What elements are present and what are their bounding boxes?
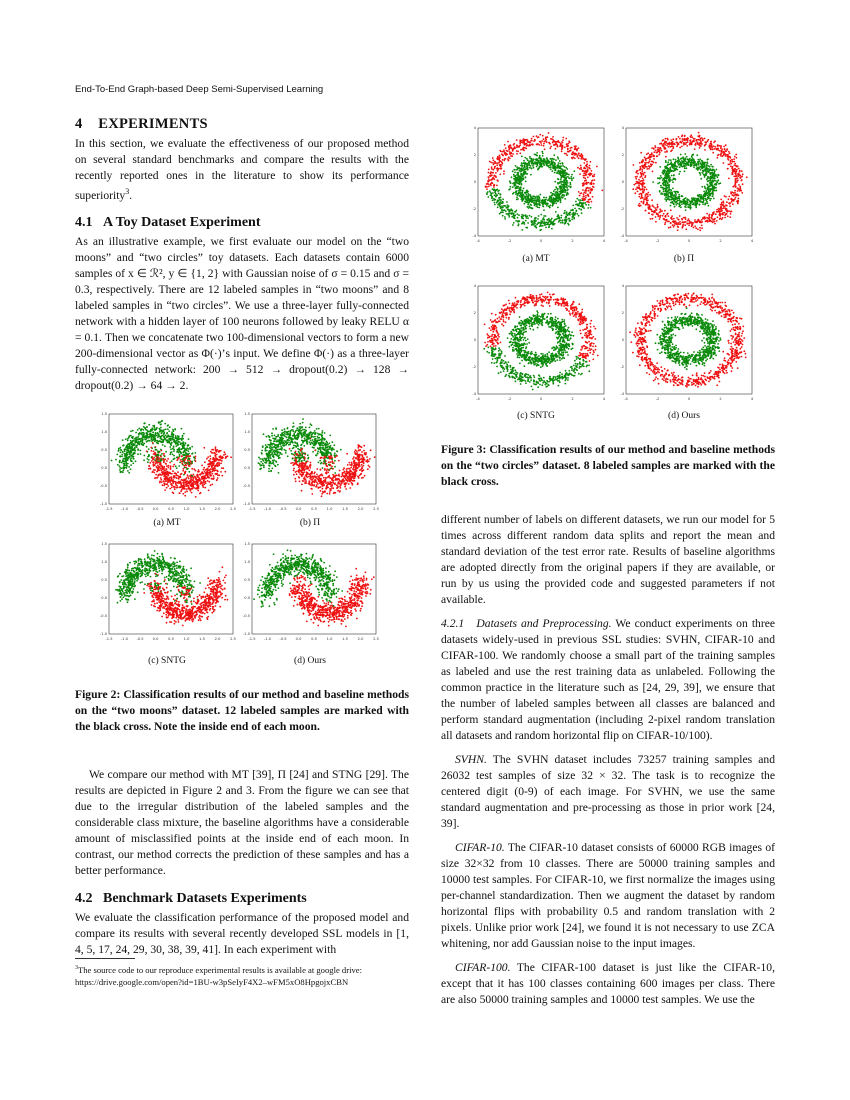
footnote-text: The source code to our reproduce experimental results is available at google drive: https://drive.google.com/open?id=1BU-w3pSeIyF4X2–wFM5xO8HpgojxCBN [75, 964, 362, 987]
cifar10-label: CIFAR-10. [455, 841, 505, 854]
x-tick-label: 0.5 [311, 637, 317, 641]
y-tick-label: -1.0 [242, 502, 250, 506]
datasets-text: We conduct experiments on three datasets widely-used in previous SSL studies: SVHN, CIFAR-10 and CIFAR-100. We randomly choose a small part of the training samples as labeled and use the rest training data as unlabeled. Following the common practice in the literature such as [24, 29, 39], we ensure that the number of labeled samples between all classes are balanced and perform standard augmentation (including 2-pixel random translation all datasets and random horizontal flip on CIFAR-10/100). [441, 617, 775, 742]
x-tick-label: -2 [655, 239, 660, 243]
y-tick-label: 4 [621, 126, 624, 130]
left-column-top [75, 116, 409, 394]
x-tick-label: -1.0 [120, 507, 129, 511]
x-tick-label: -1.0 [120, 637, 129, 641]
y-tick-label: 0 [621, 338, 624, 342]
left-column-bottom [75, 767, 409, 958]
circle-points [483, 292, 598, 391]
y-tick-label: 4 [473, 126, 476, 130]
x-tick-label: -0.5 [279, 507, 287, 511]
x-tick-label: -4 [476, 397, 480, 401]
x-tick-label: 2.0 [214, 507, 221, 511]
x-tick-label: 1.0 [326, 637, 333, 641]
section-4-number: 4 [75, 116, 83, 132]
footnote [75, 962, 409, 988]
y-tick-label: 0 [473, 180, 476, 184]
y-tick-label: 0.0 [244, 596, 250, 600]
y-tick-label: 0.0 [244, 466, 250, 470]
x-tick-label: 1.0 [183, 507, 190, 511]
x-tick-label: 2 [571, 397, 574, 401]
circles-frame [478, 128, 604, 236]
section-4-1-title: A Toy Dataset Experiment [103, 214, 261, 230]
x-tick-label: 0 [687, 397, 691, 401]
y-tick-label: 0.5 [244, 578, 250, 582]
two-moons-plot-ours [240, 540, 380, 642]
evaluation-paragraph: different number of labels on different datasets, we run our model for 5 times across different random data splits and report the mean and standard deviation of the test error rate. Results of baseline algorithms are adopted directly from the original papers if they are available, or run by us using the provided code and suggested parameters if not available. [441, 513, 775, 606]
y-tick-label: -0.5 [99, 484, 107, 488]
section-4-1-heading [75, 215, 409, 231]
x-tick-label: -1.0 [263, 637, 272, 641]
x-tick-label: 4 [602, 239, 606, 243]
x-tick-label: 1.5 [342, 507, 348, 511]
section-4-title: EXPERIMENTS [98, 116, 208, 132]
x-tick-label: 2 [719, 239, 722, 243]
y-tick-label: 2 [473, 153, 476, 157]
fig2-caption: Figure 2: Classification results of our method and baseline methods on the “two moons” dataset. 12 labeled samples are marked with the black cross. Note the inside end of each moon. [75, 688, 409, 733]
y-tick-label: 1.5 [101, 412, 107, 416]
x-tick-label: -0.5 [136, 507, 144, 511]
x-tick-label: 1.5 [199, 507, 205, 511]
cifar10-paragraph [441, 840, 775, 952]
x-tick-label: -2 [507, 397, 512, 401]
y-tick-label: 4 [473, 284, 476, 288]
x-tick-label: 2.0 [357, 507, 364, 511]
x-tick-label: 0 [687, 239, 691, 243]
fig2-sub-b: (b) Π [299, 518, 321, 528]
x-tick-label: 4 [750, 239, 754, 243]
x-tick-label: -1.5 [105, 507, 113, 511]
svhn-text: The SVHN dataset includes 73257 training samples and 26032 test samples of size 32 × 32. The task is to recognize the centered digit (0-9) of each image. For SVHN, we use the same standard augmentation and pre-processing as those in prior work [24, 39]. [441, 753, 775, 830]
y-tick-label: 2 [621, 153, 624, 157]
x-tick-label: -4 [476, 239, 480, 243]
fig2-sub-a: (a) MT [153, 518, 181, 528]
y-tick-label: 0.0 [101, 466, 107, 470]
x-tick-label: -1.5 [248, 637, 256, 641]
x-tick-label: 2.0 [214, 637, 221, 641]
section-4-paragraph [75, 136, 409, 204]
y-tick-label: 0.5 [244, 448, 250, 452]
section-4-2-heading [75, 891, 409, 907]
x-tick-label: 2.5 [373, 507, 379, 511]
cifar100-paragraph [441, 960, 775, 1008]
x-tick-label: 2.5 [373, 637, 379, 641]
two-moons-plot-sntg [97, 540, 237, 642]
x-tick-label: 0.0 [295, 507, 302, 511]
y-tick-label: -4 [620, 392, 624, 396]
fig2-sub-c: (c) SNTG [148, 656, 186, 666]
y-tick-label: -1.0 [242, 632, 250, 636]
x-tick-label: 0.0 [152, 637, 159, 641]
y-tick-label: -2 [472, 207, 476, 211]
x-tick-label: 0 [539, 239, 543, 243]
running-header: End-To-End Graph-based Deep Semi-Supervised Learning [75, 84, 324, 95]
x-tick-label: 0.5 [168, 637, 174, 641]
y-tick-label: -2 [472, 365, 476, 369]
section-4-text: In this section, we evaluate the effectiveness of our proposed method on several standard benchmarks and compare the results with the recently reported ones in the literature to show its performance superiority [75, 137, 409, 202]
two-circles-plot-pi [612, 124, 757, 248]
x-tick-label: 1.0 [326, 507, 333, 511]
moon-points [258, 418, 376, 497]
y-tick-label: -1.0 [99, 632, 107, 636]
x-tick-label: -4 [624, 239, 628, 243]
x-tick-label: -2 [507, 239, 512, 243]
x-tick-label: 0.0 [295, 637, 302, 641]
y-tick-label: -1.0 [99, 502, 107, 506]
subsection-4-2-1-title: Datasets and Preprocessing. [476, 617, 612, 630]
y-tick-label: 0.0 [101, 596, 107, 600]
comparison-paragraph: We compare our method with MT [39], Π [24] and STNG [29]. The results are depicted in Figure 2 and 3. From the figure we can see that due to the irregular distribution of the labeled samples and the considerable class mixture, the baseline algorithms have a considerable amount of misclassified points at the inside end of each moon. In contrast, our method corrects the prediction of these samples and has a better performance. [75, 768, 409, 877]
y-tick-label: -4 [472, 392, 476, 396]
y-tick-label: -2 [620, 365, 624, 369]
datasets-paragraph [441, 616, 775, 744]
x-tick-label: -1.0 [263, 507, 272, 511]
section-4-2-title: Benchmark Datasets Experiments [103, 891, 307, 906]
circle-points [485, 132, 604, 231]
footnote-mark: 3 [75, 965, 78, 971]
svhn-label: SVHN. [455, 753, 487, 766]
y-tick-label: 0.5 [101, 578, 107, 582]
x-tick-label: 2 [571, 239, 574, 243]
x-tick-label: -4 [624, 397, 628, 401]
x-tick-label: 1.5 [199, 637, 205, 641]
x-tick-label: -1.5 [105, 637, 113, 641]
y-tick-label: 1.5 [244, 412, 250, 416]
fig3-sub-c: (c) SNTG [517, 411, 555, 421]
x-tick-label: 1.0 [183, 637, 190, 641]
x-tick-label: -1.5 [248, 507, 256, 511]
right-column [441, 512, 775, 1008]
two-circles-plot-sntg [464, 282, 609, 406]
x-tick-label: -2 [655, 397, 660, 401]
x-tick-label: 1.5 [342, 637, 348, 641]
x-tick-label: 2.0 [357, 637, 364, 641]
y-tick-label: -2 [620, 207, 624, 211]
y-tick-label: 2 [473, 311, 476, 315]
fig3-sub-b: (b) Π [673, 254, 695, 264]
fig2-sub-d: (d) Ours [294, 656, 326, 666]
moon-points [253, 549, 375, 627]
fig3-sub-d: (d) Ours [668, 411, 700, 421]
subsection-4-2-1-number: 4.2.1 [441, 617, 465, 630]
x-tick-label: 0.5 [311, 507, 317, 511]
y-tick-label: 2 [621, 311, 624, 315]
cifar100-label: CIFAR-100. [455, 961, 511, 974]
y-tick-label: -0.5 [242, 614, 250, 618]
cifar10-text: The CIFAR-10 dataset consists of 60000 RGB images of size 32×32 from 10 classes. There are 50000 training samples and 10000 test samples. For CIFAR-10, we first normalize the images using per-channel standardization. Then we augment the dataset by random horizontal flips with probability 0.5 and random translation with 2 pixels. Unlike prior work [24], we found it is not necessary to use ZCA whitening, nor add Gaussian noise to the input images. [441, 841, 775, 950]
x-tick-label: -0.5 [279, 637, 287, 641]
x-tick-label: 4 [750, 397, 754, 401]
fig3-sub-a: (a) MT [522, 254, 550, 264]
y-tick-label: 0 [621, 180, 624, 184]
y-tick-label: 1.0 [244, 430, 250, 434]
x-tick-label: -0.5 [136, 637, 144, 641]
y-tick-label: 0 [473, 338, 476, 342]
footnote-ref: 3 [125, 187, 130, 196]
x-tick-label: 2 [719, 397, 722, 401]
moon-points [111, 420, 232, 498]
y-tick-label: -4 [472, 234, 476, 238]
section-4-text-end: . [129, 188, 133, 202]
y-tick-label: 1.5 [101, 542, 107, 546]
section-4-1-number: 4.1 [75, 214, 93, 230]
footnote-rule [75, 958, 135, 959]
section-4-2-number: 4.2 [75, 891, 93, 906]
two-circles-plot-mt [464, 124, 609, 248]
toy-dataset-paragraph: As an illustrative example, we first evaluate our model on the “two moons” and “two circles” toy datasets. Each datasets contain 6000 samples of x ∈ ℛ², y ∈ {1, 2} with Gaussian noise of σ = 0.15 and σ = 0.3, respectively. There are 12 labeled samples in “two moons” and 8 labeled samples in “two circles”. We use a three-layer fully-connected network with a hidden layer of 100 neurons followed by leaky RELU α = 0.1. Then we concatenate two 100-dimensional vectors to form a new 200-dimensional vector as Φ(·)’s input. We define Φ(·) as a three-layer fully-connected network: 200 → 512 → dropout(0.2) → 128 → dropout(0.2) → 64 → 2. [75, 234, 409, 392]
y-tick-label: -0.5 [242, 484, 250, 488]
x-tick-label: 2.5 [230, 507, 236, 511]
circle-points [632, 132, 747, 232]
y-tick-label: 1.5 [244, 542, 250, 546]
x-tick-label: 0 [539, 397, 543, 401]
y-tick-label: -0.5 [99, 614, 107, 618]
x-tick-label: 4 [602, 397, 606, 401]
y-tick-label: 1.0 [101, 430, 107, 434]
two-circles-plot-ours [612, 282, 757, 406]
y-tick-label: -4 [620, 234, 624, 238]
fig3-caption: Figure 3: Classification results of our method and baseline methods on the “two circles” dataset. 8 labeled samples are marked with the black cross. [441, 443, 775, 488]
x-tick-label: 0.5 [168, 507, 174, 511]
moon-points [115, 550, 228, 626]
two-moons-plot-pi [240, 410, 380, 512]
svhn-paragraph [441, 752, 775, 832]
benchmark-paragraph: We evaluate the classification performance of the proposed model and compare its results with several recently developed SSL models in [1, 4, 5, 17, 24, 29, 30, 38, 39, 41]. In each experiment with [75, 911, 409, 956]
cifar100-text: The CIFAR-100 dataset is just like the CIFAR-10, except that it has 100 classes containing 600 images per class. There are also 50000 training samples and 10000 test samples. We use the [441, 961, 775, 1006]
y-tick-label: 0.5 [101, 448, 107, 452]
x-tick-label: 0.0 [152, 507, 159, 511]
y-tick-label: 4 [621, 284, 624, 288]
y-tick-label: 1.0 [244, 560, 250, 564]
circle-points [629, 292, 746, 387]
two-moons-plot-mt [97, 410, 237, 512]
x-tick-label: 2.5 [230, 637, 236, 641]
section-4-heading [75, 116, 409, 132]
y-tick-label: 1.0 [101, 560, 107, 564]
